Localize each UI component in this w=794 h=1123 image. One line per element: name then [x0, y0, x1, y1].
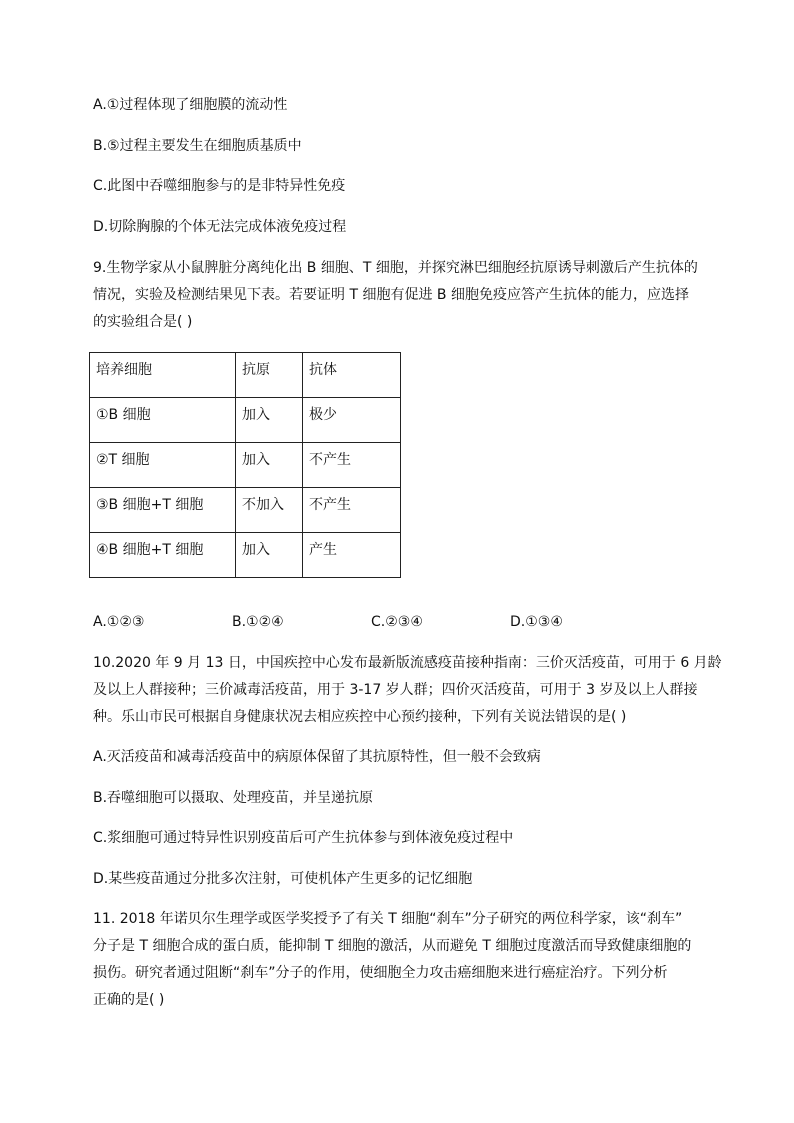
q10-stem-line-1: 10.2020 年 9 月 13 日，中国疾控中心发布最新版流感疫苗接种指南：三价灭活疫苗，可用于 6 月龄	[93, 655, 722, 671]
q8-option-a: A.①过程体现了细胞膜的流动性	[93, 97, 288, 113]
table-cell: 不产生	[303, 443, 401, 488]
table-cell: 产生	[303, 533, 401, 578]
header-cell-antibody: 抗体	[303, 353, 401, 398]
q9-option-b: B.①②④	[232, 614, 284, 630]
q10-stem-line-2: 及以上人群接种；三价减毒活疫苗，用于 3-17 岁人群；四价灭活疫苗，可用于 3 岁及以上人群接	[93, 682, 698, 698]
q10-option-c: C.浆细胞可通过特异性识别疫苗后可产生抗体参与到体液免疫过程中	[93, 830, 514, 846]
q9-stem-line-2: 情况，实验及检测结果见下表。若要证明 T 细胞有促进 B 细胞免疫应答产生抗体的能力，应选择	[93, 287, 689, 303]
table-cell: ②T 细胞	[90, 443, 236, 488]
q9-option-d: D.①③④	[510, 614, 563, 630]
table-row	[90, 488, 401, 533]
table-cell: ①B 细胞	[90, 398, 236, 443]
header-cell-antigen: 抗原	[236, 353, 303, 398]
q9-option-c: C.②③④	[371, 614, 423, 630]
table-row	[90, 398, 401, 443]
table-cell: 加入	[236, 398, 303, 443]
experiment-table	[89, 352, 401, 578]
q10-stem-line-3: 种。乐山市民可根据自身健康状况去相应疾控中心预约接种，下列有关说法错误的是( )	[93, 709, 627, 725]
q8-option-c: C.此图中吞噬细胞参与的是非特异性免疫	[93, 178, 346, 194]
table-row	[90, 533, 401, 578]
q11-stem-line-3: 损伤。研究者通过阻断“刹车”分子的作用，使细胞全力攻击癌细胞来进行癌症治疗。下列分析	[93, 965, 668, 981]
q9-option-a: A.①②③	[93, 614, 145, 630]
table-cell: 加入	[236, 533, 303, 578]
q8-option-d: D.切除胸腺的个体无法完成体液免疫过程	[93, 219, 347, 235]
table-cell: 不产生	[303, 488, 401, 533]
table-cell: ③B 细胞+T 细胞	[90, 488, 236, 533]
table-row	[90, 443, 401, 488]
q11-stem-line-4: 正确的是( )	[93, 992, 165, 1008]
q10-option-a: A.灭活疫苗和减毒活疫苗中的病原体保留了其抗原特性，但一般不会致病	[93, 749, 541, 765]
q11-stem-line-2: 分子是 T 细胞合成的蛋白质，能抑制 T 细胞的激活，从而避免 T 细胞过度激活而导致健康细胞的	[93, 938, 692, 954]
table-cell: 极少	[303, 398, 401, 443]
table-cell: ④B 细胞+T 细胞	[90, 533, 236, 578]
q10-option-d: D.某些疫苗通过分批多次注射，可使机体产生更多的记忆细胞	[93, 871, 473, 887]
q9-stem-line-3: 的实验组合是( )	[93, 314, 193, 330]
q10-option-b: B.吞噬细胞可以摄取、处理疫苗，并呈递抗原	[93, 790, 374, 806]
q11-stem-line-1: 11. 2018 年诺贝尔生理学或医学奖授予了有关 T 细胞“刹车”分子研究的两位科学家，该“刹车”	[93, 911, 683, 927]
header-cell-culture: 培养细胞	[90, 353, 236, 398]
table-header-row	[90, 353, 401, 398]
table-cell: 不加入	[236, 488, 303, 533]
table-cell: 加入	[236, 443, 303, 488]
q8-option-b: B.⑤过程主要发生在细胞质基质中	[93, 138, 302, 154]
q9-stem-line-1: 9.生物学家从小鼠脾脏分离纯化出 B 细胞、T 细胞，并探究淋巴细胞经抗原诱导刺激后产生抗体的	[93, 260, 698, 276]
